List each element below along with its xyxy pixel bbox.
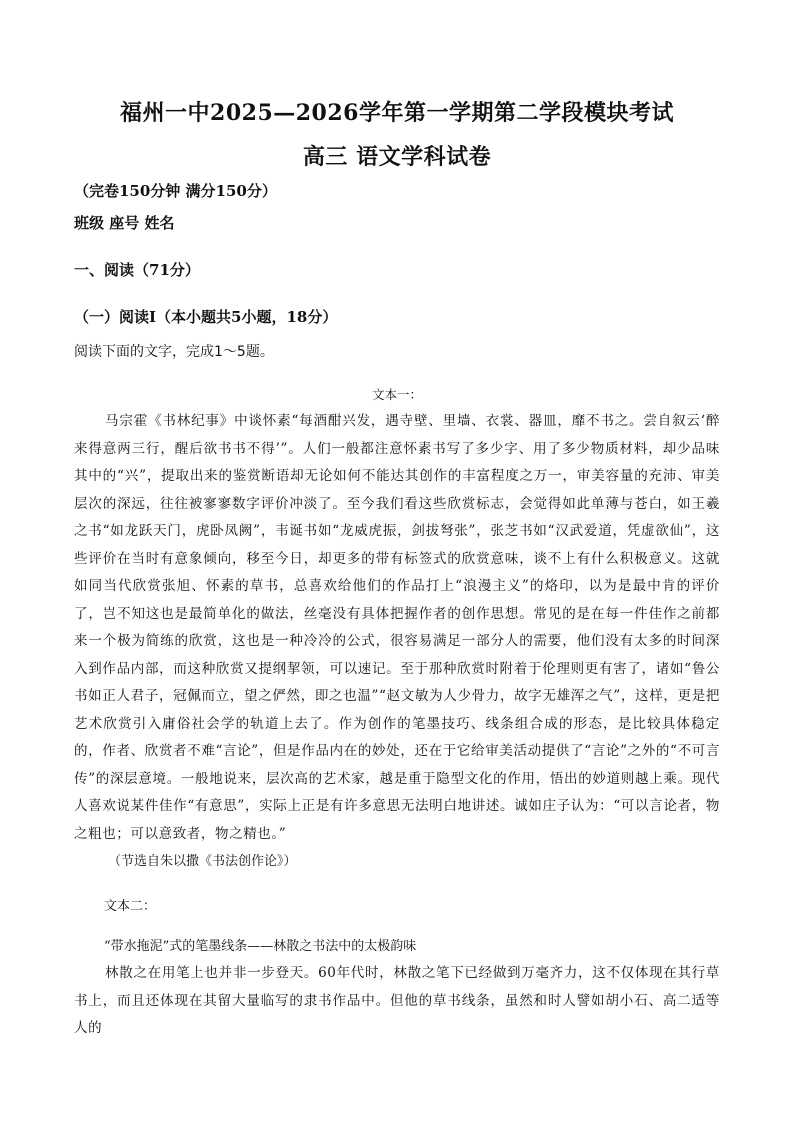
text2-body bbox=[74, 960, 720, 1043]
text2-label: 文本二： bbox=[104, 899, 157, 914]
text2-subtitle: “带水拖泥”式的笔墨线条——林散之书法中的太极韵味 bbox=[104, 939, 417, 954]
section-heading: 一、阅读（71分） bbox=[74, 261, 200, 279]
text1-source: （节选自朱以撒《书法创作论》） bbox=[108, 854, 297, 869]
text1-label: 文本一： bbox=[371, 387, 422, 402]
student-fields: 班级 座号 姓名 bbox=[74, 214, 175, 232]
text1-body bbox=[74, 408, 720, 848]
sub-section-heading: （一）阅读Ⅰ（本小题共5小题，18分） bbox=[74, 308, 338, 326]
exam-info: （完卷150分钟 满分150分） bbox=[74, 182, 277, 200]
exam-title: 福州一中2025—2026学年第一学期第二学段模块考试 bbox=[120, 100, 674, 126]
text2-paragraph: 林散之在用笔上也并非一步登天。60年代时，林散之笔下已经做到万毫齐力，这不仅体现在其行草书上，而且还体现在其留大量临写的隶书作品中。但他的草书线条，虽然和时人譬如胡小石、高二适等人的 bbox=[74, 965, 720, 1036]
exam-subtitle: 高三 语文学科试卷 bbox=[302, 144, 492, 170]
text1-paragraph: 马宗霍《书林纪事》中谈怀素“每酒酣兴发，遇寺壁、里墙、衣裳、器皿，靡不书之。尝自叙云‘醉来得意两三行，醒后欲书书不得’”。人们一般都注意怀素书写了多少字、用了多少物质材料，却少品味其中的“兴”，提取出来的鉴赏断语却无论如何不能达其创作的丰富程度之万一，审美容量的充沛、审美层次的深远，往往被寥寥数字评价冲淡了。至今我们看这些欣赏标志，会觉得如此单薄与苍白，如王羲之书“如龙跃天门，虎卧凤阙”，韦诞书如“龙威虎振，剑拔弩张”，张芝书如“汉武爱道，凭虚欲仙”，这些评价在当时有意象倾向，移至今日，却更多的带有标签式的欣赏意味，谈不上有什么积极意义。这就如同当代欣赏张旭、怀素的草书，总喜欢给他们的作品打上“浪漫主义”的烙印，以为是最中肯的评价了，岂不知这也是最简单化的做法，丝毫没有具体把握作者的创作思想。常见的是在每一件佳作之前都来一个极为简练的欣赏，这也是一种冷冷的公式，很容易满足一部分人的需要，他们没有太多的时间深入到作品内部，而这种欣赏又提纲挈领，可以速记。至于那种欣赏时附着于伦理则更有害了，诸如“鲁公书如正人君子，冠佩而立，望之俨然，即之也温”“赵文敏为人少骨力，故字无雄浑之气”，这样，更是把艺术欣赏引入庸俗社会学的轨道上去了。作为创作的笔墨技巧、线条组合成的形态，是比较具体稳定的，作者、欣赏者不难“言论”，但是作品内在的妙处，还在于它给审美活动提供了“言论”之外的“不可言传”的深层意境。一般地说来，层次高的艺术家，越是重于隐型文化的作用，悟出的妙道则越上乘。现代人喜欢说某件佳作“有意思”，实际上正是有许多意思无法明白地讲述。诚如庄子认为：“可以言论者，物之粗也；可以意致者，物之精也。” bbox=[74, 413, 720, 842]
reading-instruction: 阅读下面的文字，完成1～5题。 bbox=[74, 344, 274, 360]
